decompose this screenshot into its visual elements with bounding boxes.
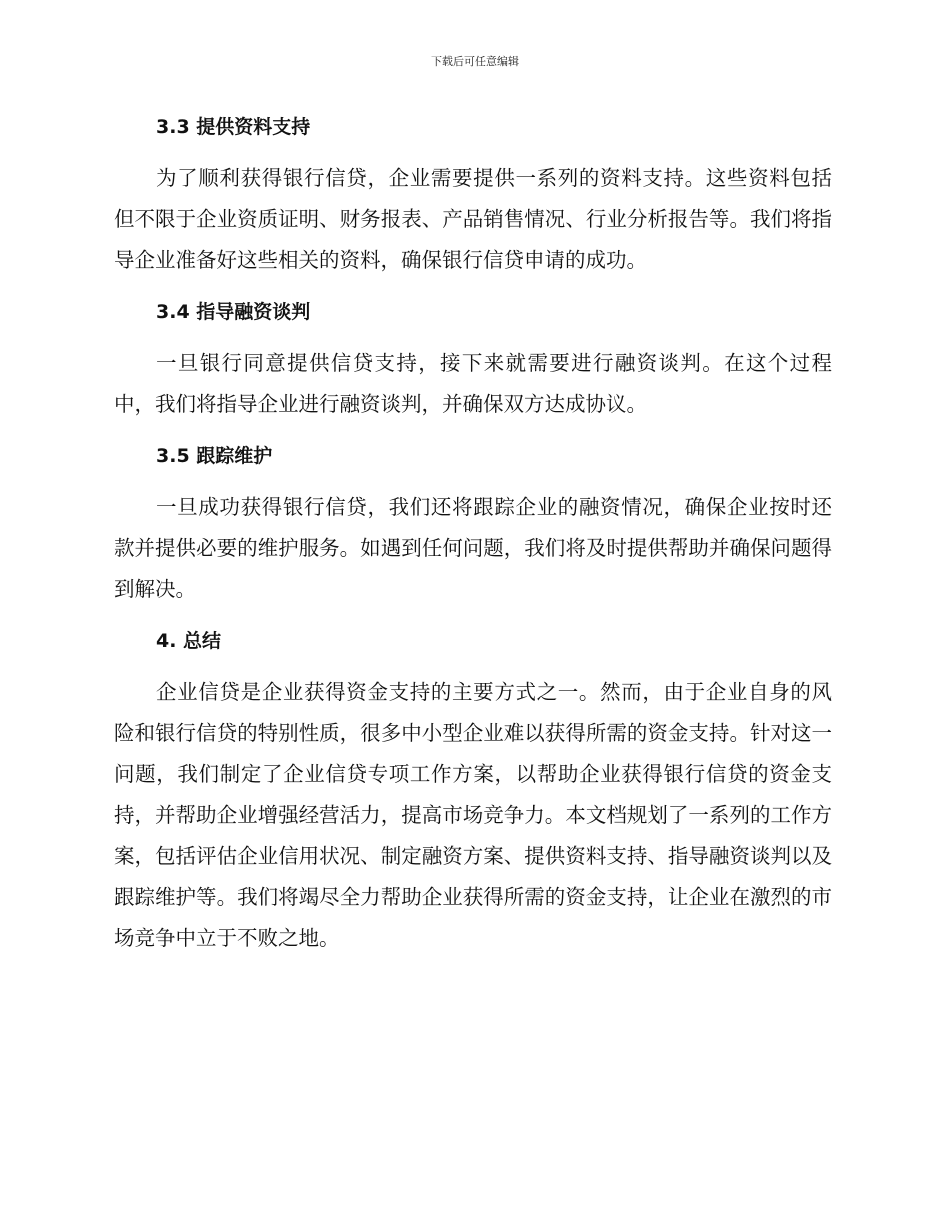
section-paragraph: 企业信贷是企业获得资金支持的主要方式之一。然而，由于企业自身的风险和银行信贷的特别性质，很多中小型企业难以获得所需的资金支持。针对这一问题，我们制定了企业信贷专项工作方案，以帮助企业获得银行信贷的资金支持，并帮助企业增强经营活力，提高市场竞争力。本文档规划了一系列的工作方案，包括评估企业信用状况、制定融资方案、提供资料支持、指导融资谈判以及跟踪维护等。我们将竭尽全力帮助企业获得所需的资金支持，让企业在激烈的市场竞争中立于不败之地。 bbox=[114, 680, 832, 950]
section-heading: 3.3 提供资料支持 bbox=[156, 116, 311, 138]
page-header: 下载后可任意编辑 bbox=[431, 55, 519, 68]
section-3-5 bbox=[114, 437, 832, 622]
section-paragraph: 为了顺利获得银行信贷，企业需要提供一系列的资料支持。这些资料包括但不限于企业资质证明、财务报表、产品销售情况、行业分析报告等。我们将指导企业准备好这些相关的资料，确保银行信贷申请的成功。 bbox=[114, 166, 832, 272]
section-heading: 3.5 跟踪维护 bbox=[156, 445, 273, 467]
section-4-summary bbox=[114, 622, 832, 959]
document-body bbox=[114, 108, 832, 959]
section-paragraph: 一旦银行同意提供信贷支持，接下来就需要进行融资谈判。在这个过程中，我们将指导企业进行融资谈判，并确保双方达成协议。 bbox=[114, 351, 832, 416]
section-heading: 3.4 指导融资谈判 bbox=[156, 301, 311, 323]
section-heading: 4. 总结 bbox=[156, 630, 222, 652]
section-paragraph: 一旦成功获得银行信贷，我们还将跟踪企业的融资情况，确保企业按时还款并提供必要的维护服务。如遇到任何问题，我们将及时提供帮助并确保问题得到解决。 bbox=[114, 495, 832, 601]
section-3-3 bbox=[114, 108, 832, 293]
section-3-4 bbox=[114, 293, 832, 437]
